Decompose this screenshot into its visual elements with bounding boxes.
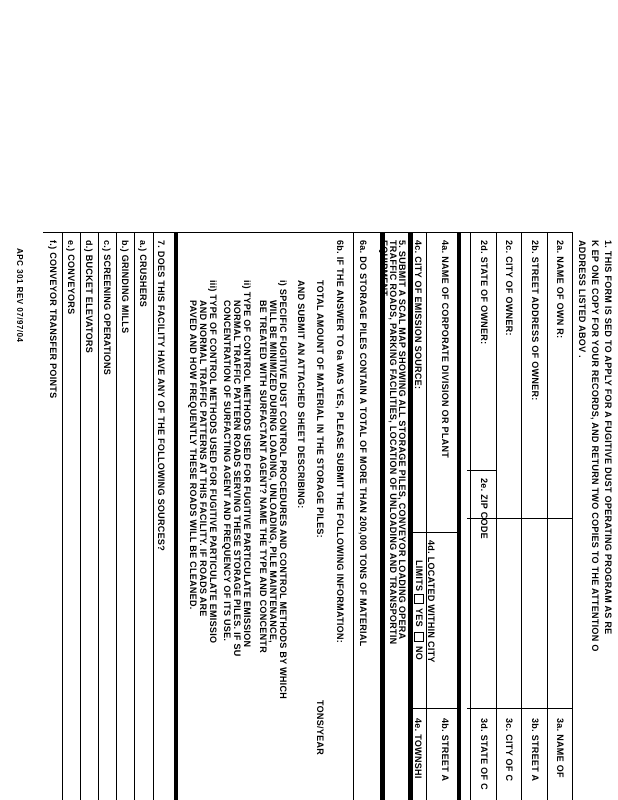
source-crushers: a.) CRUSHERS: [138, 240, 148, 308]
source-conveyor-transfer-points: f.) CONVEYOR TRANSFER POINTS: [48, 240, 58, 399]
right-state-label: 3d. STATE OF C: [479, 718, 489, 790]
question-7: 7. DOES THIS FACILITY HAVE ANY OF THE FOLLOWING SOURCES?: [156, 240, 166, 551]
owner-state-label: 2d. STATE OF OWNER:: [479, 240, 489, 345]
section-7-line: [153, 232, 154, 800]
right-name-label: 3a. NAME OF: [555, 718, 565, 778]
owner-row-line: [470, 232, 471, 800]
section-5-line-3: EQUIPMENT.: [379, 240, 389, 299]
item-i-line-3: BE TREATED WITH SURFACTANT AGENT? NAME THE TYPE AND CONCENTR: [258, 300, 268, 653]
owner-row-line: [521, 232, 522, 800]
item-iii-line-2: AND NORMAL TRAFFIC PATTERNS AT THIS FACILITY. IF ROADS ARE: [198, 300, 208, 617]
section-7-row-line: [134, 232, 135, 800]
source-bucket-elevators: d.) BUCKET ELEVATORS: [84, 240, 94, 354]
no-checkbox[interactable]: [414, 632, 424, 642]
owner-city-label: 2c. CITY OF OWNER:: [504, 240, 514, 336]
section-7-row-line: [98, 232, 99, 800]
item-iii-line-3: PAVED AND HOW FREQUENTLY THESE ROADS WILL BE CLEANED.: [188, 300, 198, 610]
left-form-border: [43, 232, 573, 233]
owner-row-line: [496, 232, 497, 800]
item-i-line-1: i) SPECIFIC FUGITIVE DUST CONTROL PROCEDURES AND CONTROL METHODS BY WHICH: [278, 280, 288, 700]
owner-column-divider: [467, 708, 573, 709]
corporate-row-line: [426, 232, 427, 800]
item-iii-line-1: iii) TYPE OF CONTROL METHODS USED FOR FUGITIVE PARTICULATE EMISSIO: [208, 280, 218, 644]
source-conveyors: e.) CONVEYORS: [66, 240, 76, 315]
yes-checkbox[interactable]: [414, 594, 424, 604]
section-divider-bar: [174, 232, 178, 800]
within-city-label: 4d. LOCATED WITHIN CITY: [426, 540, 436, 663]
corporate-column-divider: [413, 532, 457, 533]
section-7-row-line: [116, 232, 117, 800]
owner-street-label: 2b. STREET ADDRESS OF OWNER:: [530, 240, 540, 401]
no-label: NO: [414, 646, 424, 661]
right-street-label: 3b. STREET A: [530, 718, 540, 782]
corporate-street-label: 4b. STREET A: [440, 718, 450, 782]
zip-column-divider: [467, 470, 497, 471]
intro-line-1: 1. THIS FORM IS SED TO APPLY FOR A FUGITIVE DUST OPERATING PROGRAM AS RE: [603, 240, 613, 635]
section-5-line-1: 5. SUBMIT A SCAL MAP SHOWING ALL STORAGE PILES, CONVEYOR LOADING OPERA: [397, 240, 407, 640]
item-i-line-2: WILL BE MINIMIZED DURING LOADING, UNLOADING, PILE MAINTENANCE,: [268, 300, 278, 643]
item-ii-line-2: NORMAL TRAFFIC PATTERN ROADS SERVING THESE STORAGE PILES. IF SU: [232, 300, 242, 657]
intro-line-3: ADDRESS LISTED ABOV .: [577, 240, 587, 358]
right-city-label: 3c. CITY OF C: [504, 718, 514, 782]
total-amount-label: TOTAL AMOUNT OF MATERIAL IN THE STORAGE PILES:: [315, 280, 325, 538]
corporate-column-divider: [413, 708, 457, 709]
section-1-bottom-line: [572, 232, 573, 800]
source-screening-operations: c.) SCREENING OPERATIONS: [102, 240, 112, 376]
emission-city-label: 4c. CITY OF EMISSION SOURCE:: [413, 240, 423, 390]
corporate-division-label: 4a. NAME OF CORPORATE DIVISION OR PLANT: [440, 240, 450, 459]
section-7-row-line: [62, 232, 63, 800]
section-6-line: [353, 232, 354, 800]
source-grinding-mills: b.) GRINDING MILLS: [120, 240, 130, 334]
section-7-row-line: [80, 232, 81, 800]
item-ii-line-3: CONCENTRATION OF SURFACTING AGENT AND FREQUENCY OF ITS USE.: [222, 300, 232, 642]
section-divider-bar: [380, 232, 385, 800]
yes-label: YES: [414, 608, 424, 627]
question-6a: 6a. DO STORAGE PILES CONTAIN A TOTAL OF MORE THAN 200,000 TONS OF MATERIAL: [358, 240, 368, 647]
question-6b: 6b. IF THE ANSWER TO 6a WAS YES, PLEASE SUBMIT THE FOLLOWING INFORMATION:: [335, 240, 345, 644]
section-divider-bar: [457, 232, 461, 800]
intro-line-2: K EP ONE COPY FOR YOUR RECORDS, AND RETURN TWO COPIES TO THE ATTENTION O: [590, 240, 600, 652]
owner-zip-label: 2e. ZIP CODE: [479, 478, 489, 539]
attached-sheet-label: AND SUBMIT AN ATTACHED SHEET DESCRIBING:: [296, 280, 306, 509]
item-ii-line-1: ii) TYPE OF CONTROL METHODS USED FOR FUGITIVE PARTICULATE EMISSION: [242, 280, 252, 648]
form-id-footer: APC 301 REV 07/97/04: [15, 248, 24, 343]
owner-name-label: 2a. NAME OF OWN R:: [555, 240, 565, 339]
owner-row-line: [547, 232, 548, 800]
township-label: 4e. TOWNSHI: [413, 718, 423, 779]
section-5-line-2: TRAFFIC ROADS, PARKING FACILITIES, LOCATION OF UNLOADING AND TRANSPORTIN: [388, 240, 398, 645]
limits-label: LIMITS: [414, 560, 424, 592]
tons-year-label: TONS/YEAR: [315, 700, 325, 756]
